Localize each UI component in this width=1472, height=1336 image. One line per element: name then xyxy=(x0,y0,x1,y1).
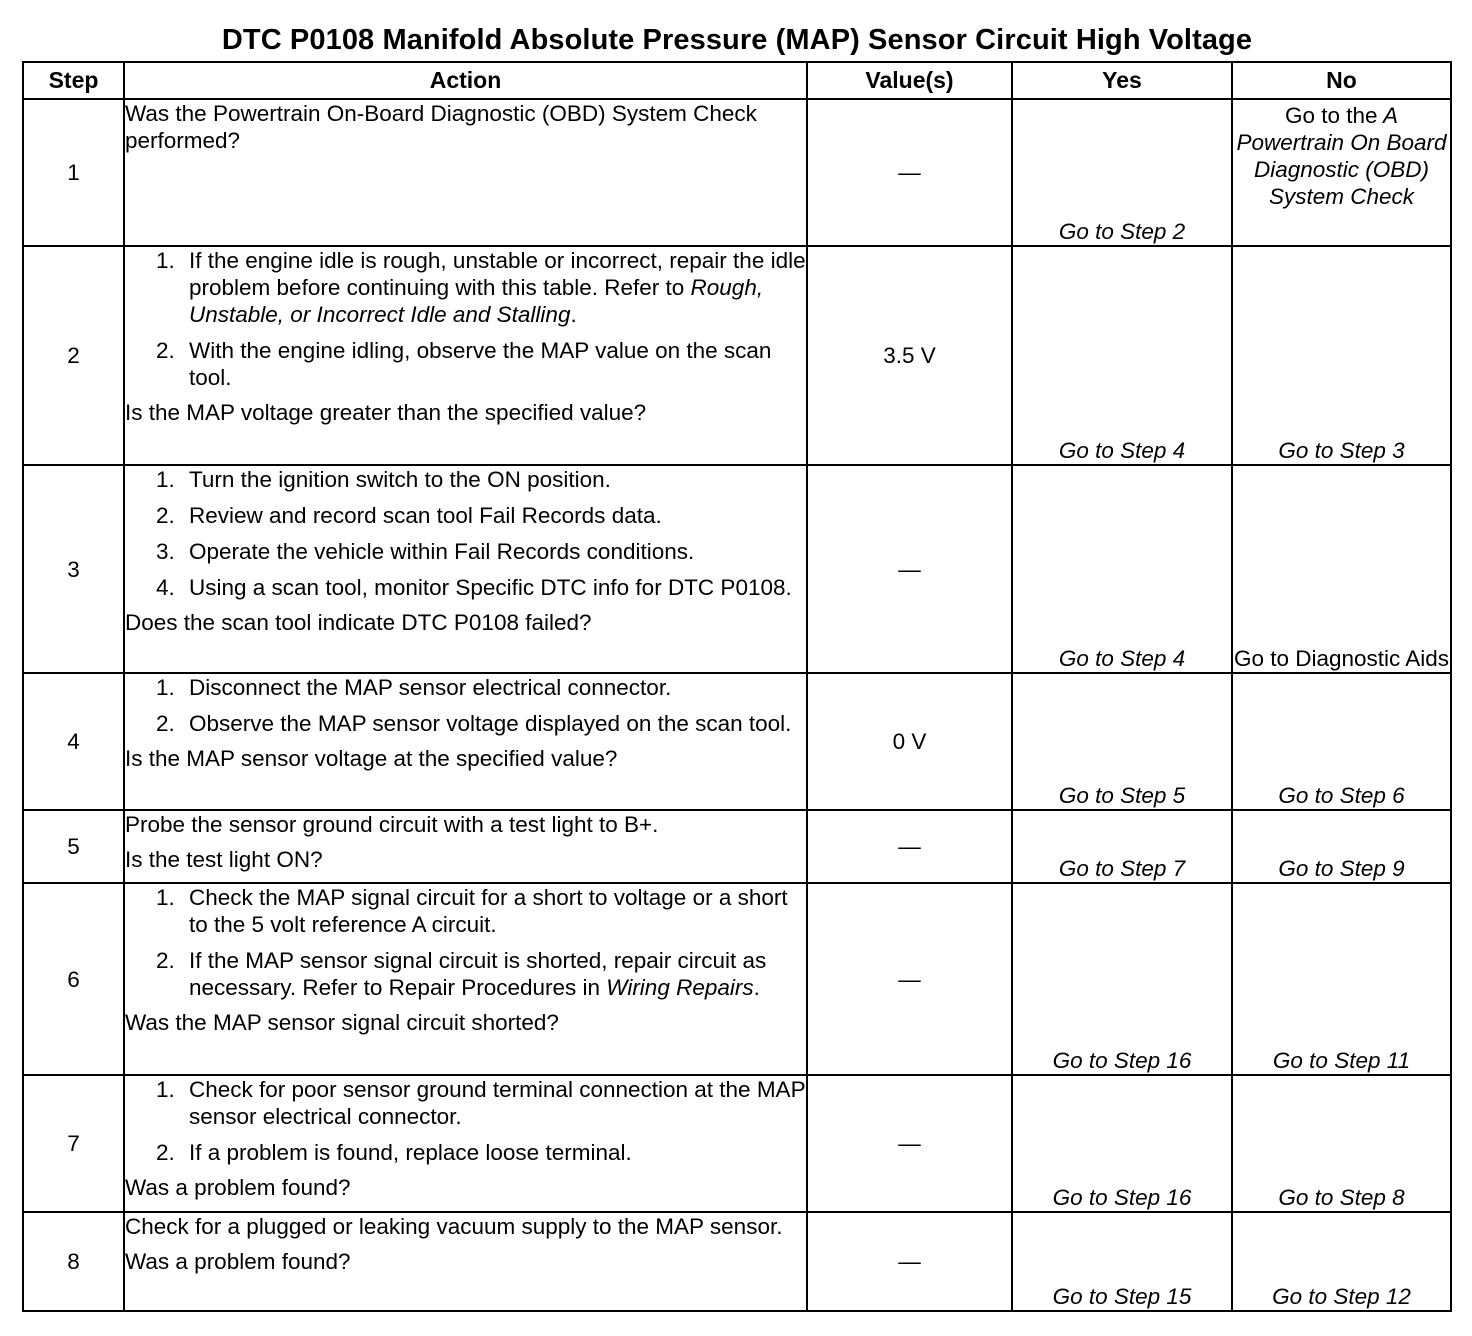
table-row xyxy=(23,246,1451,465)
step-number: 3 xyxy=(23,465,124,673)
action-cell xyxy=(124,1075,807,1212)
action-list xyxy=(125,1076,806,1166)
action-item: 1. Disconnect the MAP sensor electrical connector. xyxy=(181,674,806,701)
step-number: 1 xyxy=(23,99,124,246)
action-text: Check for a plugged or leaking vacuum supply to the MAP sensor. xyxy=(125,1214,783,1239)
table-row xyxy=(23,99,1451,246)
value-cell: — xyxy=(807,99,1012,246)
value-cell: 0 V xyxy=(807,673,1012,810)
yes-cell: Go to Step 7 xyxy=(1012,810,1232,883)
no-cell: Go to Diagnostic Aids xyxy=(1232,465,1451,673)
table-row xyxy=(23,883,1451,1075)
action-text: Probe the sensor ground circuit with a test light to B+. xyxy=(125,812,659,837)
action-question: Was a problem found? xyxy=(125,1249,351,1274)
step-number: 7 xyxy=(23,1075,124,1212)
action-item: 2. If a problem is found, replace loose terminal. xyxy=(181,1139,806,1166)
diagnostic-table xyxy=(22,61,1452,1312)
value-cell: — xyxy=(807,1212,1012,1311)
yes-cell: Go to Step 4 xyxy=(1012,246,1232,465)
step-number: 5 xyxy=(23,810,124,883)
action-question: Was the MAP sensor signal circuit shorted? xyxy=(125,1010,559,1035)
action-question: Was a problem found? xyxy=(125,1175,351,1200)
yes-cell: Go to Step 2 xyxy=(1012,99,1232,246)
action-list xyxy=(125,674,806,737)
action-item: 4. Using a scan tool, monitor Specific DTC info for DTC P0108. xyxy=(181,574,806,601)
action-question: Was the Powertrain On-Board Diagnostic (OBD) System Check performed? xyxy=(125,101,757,153)
no-cell: Go to Step 3 xyxy=(1232,246,1451,465)
header-step: Step xyxy=(23,62,124,99)
header-no: No xyxy=(1232,62,1451,99)
action-cell xyxy=(124,99,807,246)
step-number: 6 xyxy=(23,883,124,1075)
no-cell: Go to Step 12 xyxy=(1232,1212,1451,1311)
action-list xyxy=(125,884,806,1001)
action-item: 2. Review and record scan tool Fail Records data. xyxy=(181,502,806,529)
header-yes: Yes xyxy=(1012,62,1232,99)
table-row xyxy=(23,465,1451,673)
action-question: Does the scan tool indicate DTC P0108 failed? xyxy=(125,610,592,635)
action-list xyxy=(125,466,806,601)
action-item: 1. If the engine idle is rough, unstable or incorrect, repair the idle problem before continuing with this table. Refer to Rough, Unstable, or Incorrect Idle and Stalling. xyxy=(181,247,806,328)
value-cell: 3.5 V xyxy=(807,246,1012,465)
value-cell: — xyxy=(807,465,1012,673)
no-prefix: Go to the xyxy=(1285,103,1378,128)
action-cell xyxy=(124,465,807,673)
header-row xyxy=(23,62,1451,99)
no-cell: Go to Step 9 xyxy=(1232,810,1451,883)
value-cell: — xyxy=(807,1075,1012,1212)
action-question: Is the test light ON? xyxy=(125,847,323,872)
step-number: 2 xyxy=(23,246,124,465)
action-item: 2. If the MAP sensor signal circuit is shorted, repair circuit as necessary. Refer to Repair Procedures in Wiring Repairs. xyxy=(181,947,806,1001)
table-row xyxy=(23,1212,1451,1311)
action-item: 2. Observe the MAP sensor voltage displayed on the scan tool. xyxy=(181,710,806,737)
action-list xyxy=(125,247,806,391)
action-cell xyxy=(124,673,807,810)
action-item: 1. Check the MAP signal circuit for a short to voltage or a short to the 5 volt reference A circuit. xyxy=(181,884,806,938)
no-cell xyxy=(1232,99,1451,246)
table-row xyxy=(23,1075,1451,1212)
table-row xyxy=(23,810,1451,883)
step-number: 4 xyxy=(23,673,124,810)
no-cell: Go to Step 6 xyxy=(1232,673,1451,810)
value-cell: — xyxy=(807,883,1012,1075)
yes-cell: Go to Step 16 xyxy=(1012,1075,1232,1212)
yes-cell: Go to Step 5 xyxy=(1012,673,1232,810)
header-action: Action xyxy=(124,62,807,99)
action-item: 2. With the engine idling, observe the MAP value on the scan tool. xyxy=(181,337,806,391)
action-question: Is the MAP voltage greater than the specified value? xyxy=(125,400,647,425)
action-item: 3. Operate the vehicle within Fail Records conditions. xyxy=(181,538,806,565)
no-reference: A Powertrain On Board Diagnostic (OBD) System Check xyxy=(1236,103,1447,209)
document-title: DTC P0108 Manifold Absolute Pressure (MAP) Sensor Circuit High Voltage xyxy=(221,24,1253,56)
no-cell: Go to Step 11 xyxy=(1232,883,1451,1075)
action-cell xyxy=(124,246,807,465)
yes-cell: Go to Step 16 xyxy=(1012,883,1232,1075)
action-item: 1. Check for poor sensor ground terminal connection at the MAP sensor electrical connector. xyxy=(181,1076,806,1130)
yes-cell: Go to Step 15 xyxy=(1012,1212,1232,1311)
value-cell: — xyxy=(807,810,1012,883)
action-cell xyxy=(124,810,807,883)
action-cell xyxy=(124,1212,807,1311)
step-number: 8 xyxy=(23,1212,124,1311)
action-item: 1. Turn the ignition switch to the ON position. xyxy=(181,466,806,493)
table-row xyxy=(23,673,1451,810)
yes-cell: Go to Step 4 xyxy=(1012,465,1232,673)
action-question: Is the MAP sensor voltage at the specified value? xyxy=(125,746,618,771)
no-cell: Go to Step 8 xyxy=(1232,1075,1451,1212)
action-cell xyxy=(124,883,807,1075)
header-values: Value(s) xyxy=(807,62,1012,99)
